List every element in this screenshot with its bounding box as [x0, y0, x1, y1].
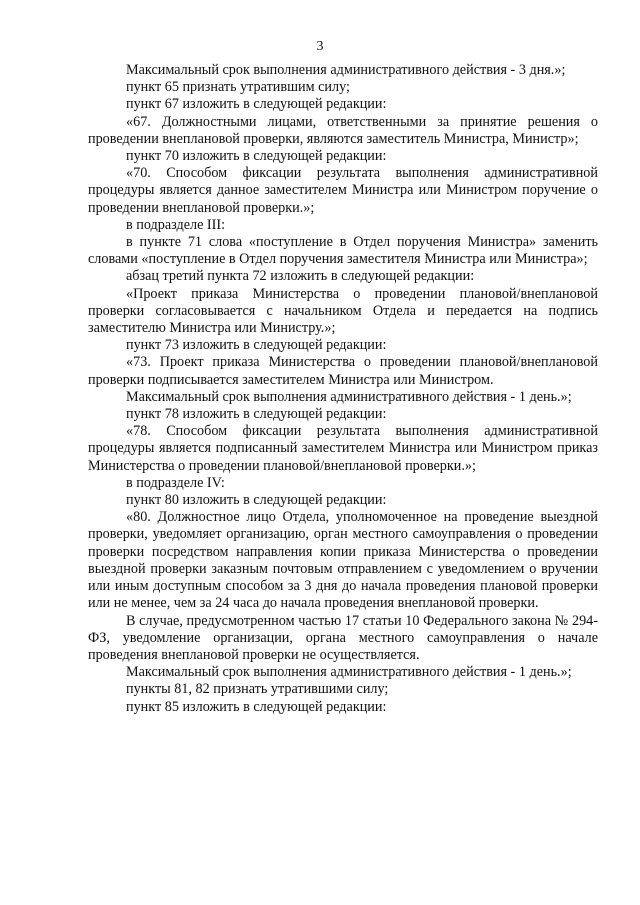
paragraph-items-81-82: пункты 81, 82 признать утратившими силу;: [126, 681, 389, 698]
paragraph-item-72-text: «Проект приказа Министерства о проведении плановой/внеплановой проверки согласовывается с начальником Отдела и передается на подпись заместителю Министра или Министру.»;: [88, 285, 598, 337]
paragraph-max-term-1-day-b: Максимальный срок выполнения административного действия - 1 день.»;: [126, 664, 572, 681]
paragraph-item-67-text: «67. Должностными лицами, ответственными за принятие решения о проведении внеплановой проверки, являются заместитель Министра, Министр»;: [88, 113, 598, 147]
paragraph-item-85-intro: пункт 85 изложить в следующей редакции:: [126, 698, 387, 715]
paragraph-item-78-intro: пункт 78 изложить в следующей редакции:: [126, 406, 387, 423]
paragraph-max-term-1-day-a: Максимальный срок выполнения административного действия - 1 день.»;: [126, 388, 572, 405]
paragraph-subsection-3: в подразделе III:: [126, 216, 226, 233]
paragraph-item-73-text: «73. Проект приказа Министерства о проведении плановой/внеплановой проверки подписывается заместителем Министра или Министром.: [88, 354, 598, 388]
paragraph-item-73-intro: пункт 73 изложить в следующей редакции:: [126, 337, 387, 354]
paragraph-item-80-intro: пункт 80 изложить в следующей редакции:: [126, 492, 387, 509]
document-body: [88, 62, 598, 716]
paragraph-law-294: В случае, предусмотренном частью 17 статьи 10 Федерального закона № 294-ФЗ, уведомление организации, органа местного самоуправления о начале проведения внеплановой проверки не осуществляется.: [88, 612, 598, 663]
paragraph-item-78-text: «78. Способом фиксации результата выполнения административной процедуры является подписанный заместителем Министра или Министром приказ Министерства о проведении плановой/внеплановой проверки.»;: [88, 423, 598, 474]
paragraph-item-65: пункт 65 признать утратившим силу;: [126, 79, 350, 96]
page-number: 3: [316, 39, 324, 54]
paragraph-item-70-intro: пункт 70 изложить в следующей редакции:: [126, 148, 387, 165]
paragraph-subsection-4: в подразделе IV:: [126, 474, 225, 491]
paragraph-item-71: в пункте 71 слова «поступление в Отдел поручения Министра» заменить словами «поступление в Отдел поручения заместителя Министра или Министра»;: [88, 234, 598, 268]
paragraph-item-67-intro: пункт 67 изложить в следующей редакции:: [126, 96, 387, 113]
paragraph-max-term-3-days: Максимальный срок выполнения административного действия - 3 дня.»;: [126, 62, 566, 78]
paragraph-item-70-text: «70. Способом фиксации результата выполнения административной процедуры является данное заместителем Министра или Министром поручение о проведении внеплановой проверки.»;: [88, 165, 598, 216]
paragraph-item-80-text: «80. Должностное лицо Отдела, уполномоченное на проведение выездной проверки, уведомляет организацию, орган местного самоуправления о проведении проверки посредством направления копии приказа Министерства о проведении выездной проверки заказным почтовым отправлением с уведомлением о вручении или иным доступным способом за 3 дня до начала проведения плановой проверки или не менее, чем за 24 часа до начала проведения внеплановой проверки.: [88, 509, 598, 612]
paragraph-item-72-intro: абзац третий пункта 72 изложить в следующей редакции:: [126, 268, 475, 285]
